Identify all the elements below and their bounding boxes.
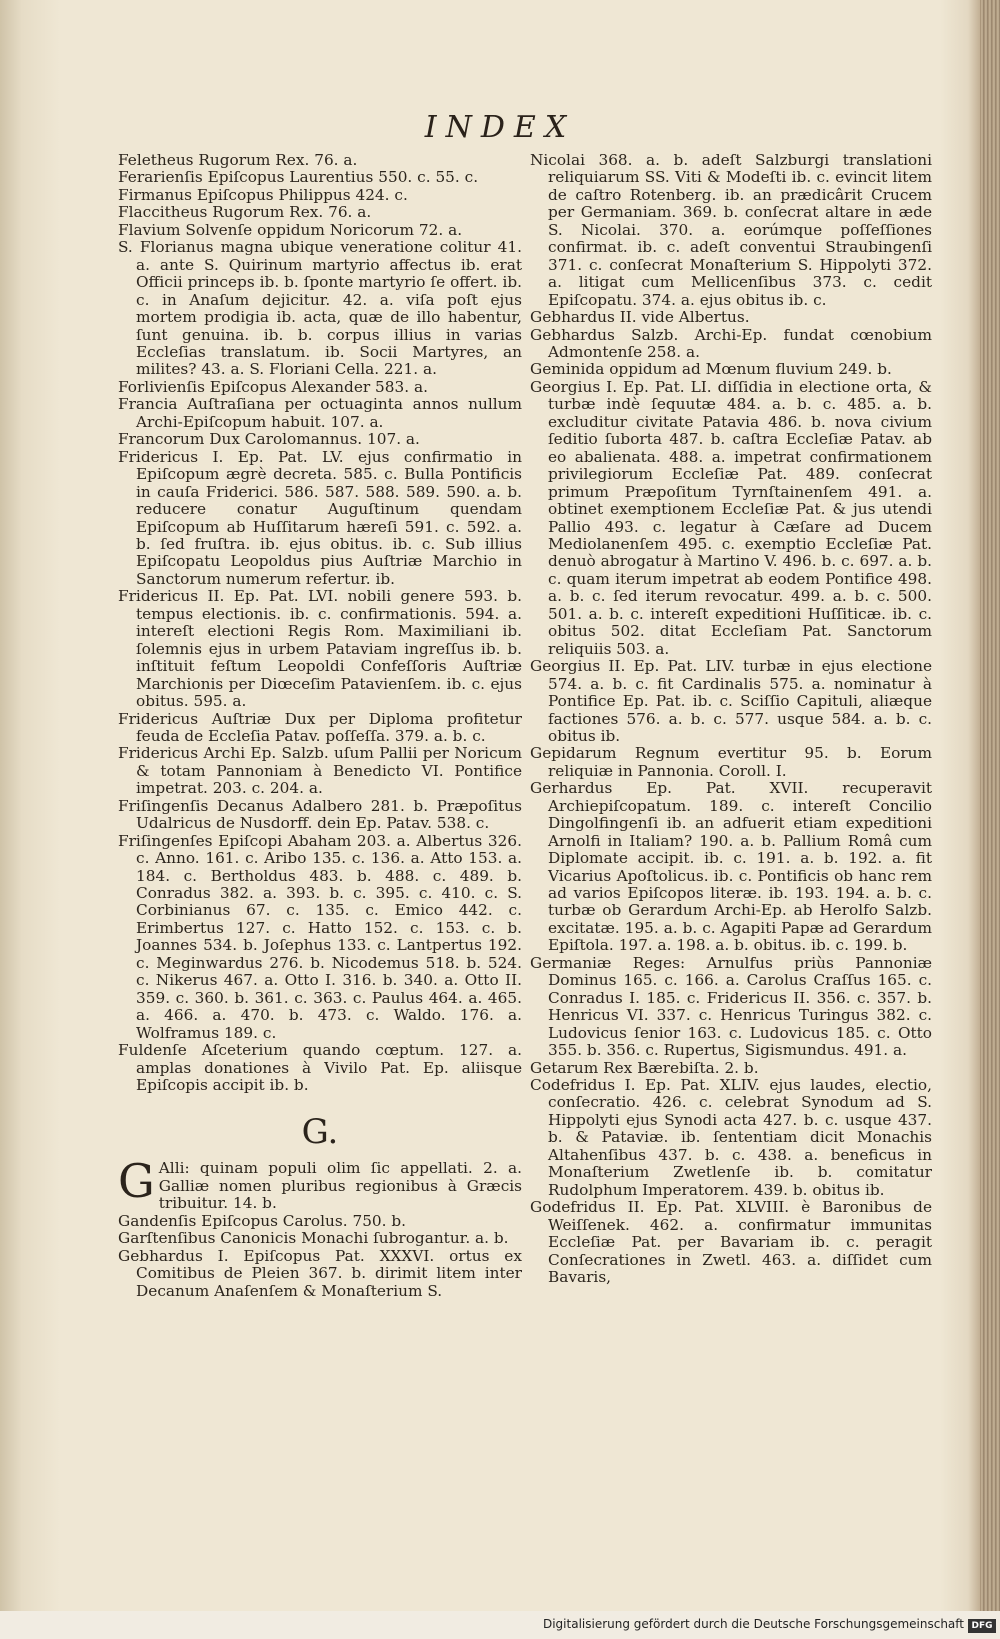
- dfg-logo: DFG: [968, 1619, 996, 1633]
- right-column: [530, 152, 932, 1286]
- index-entry: Francia Auſtraſiana per octuaginta annos nullum Archi-Epiſcopum habuit. 107. a.: [118, 395, 522, 431]
- index-entry-text: Alli: quinam populi olim ſic appellati. 2. a. Galliæ nomen pluribus regionibus à Græcis tribuitur. 14. b.: [158, 1159, 522, 1213]
- index-entry: Gandenſis Epiſcopus Carolus. 750. b.: [118, 1211, 407, 1230]
- footer-credit: Digitalisierung gefördert durch die Deutsche Forschungsgemeinschaft: [542, 1617, 964, 1631]
- g-entry-list: [118, 1213, 522, 1300]
- index-entry: Friſingenſes Epiſcopi Abaham 203. a. Albertus 326. c. Anno. 161. c. Aribo 135. c. 136. a. Atto 153. a. 184. c. Bertholdus 483. b. 488. c. 489. b. Conradus 382. a. 393. b. c. 395. c. 410. c. S. Corbinianus 67. c. 135. c. Emico 442. c. Erimbertus 127. c. Hatto 152. c. 153. c. b. Joannes 534. b. Joſephus 133. c. Lantpertus 192. c. Meginwardus 276. b. Nicodemus 518. b. 524. c. Nikerus 467. a. Otto I. 316. b. 340. a. Otto II. 359. c. 360. b. 361. c. 363. c. Paulus 464. a. 465. a. 466. a. 470. b. 473. c. Waldo. 176. a. Wolframus 189. c.: [118, 831, 522, 1042]
- index-entry: Georgius II. Ep. Pat. LIV. turbæ in ejus electione 574. a. b. c. fit Cardinalis 575. a. nominatur à Pontifice Ep. Pat. ib. c. Sciſſio Capituli, aliæque factiones 576. a. b. c. 577. usque 584. a. b. c. obitus ib.: [530, 657, 932, 745]
- index-entry: Fridericus II. Ep. Pat. LVI. nobili genere 593. b. tempus electionis. ib. c. confirmationis. 594. a. intereſt electioni Regis Rom. Maximiliani ib. ſolemnis ejus in urbem Pataviam ingreſſus ib. b. inſtituit feſtum Leopoldi Confeſſoris Auſtriæ Marchionis per Diœceſim Patavienſem. ib. c. ejus obitus. 595. a.: [118, 587, 522, 711]
- index-entry: Fridericus Archi Ep. Salzb. uſum Pallii per Noricum & totam Pannoniam à Benedicto VI. Pontifice impetrat. 203. c. 204. a.: [118, 744, 522, 798]
- index-entry: Nicolai 368. a. b. adeſt Salzburgi translationi reliquiarum SS. Viti & Modeſti ib. c. evincit litem de caſtro Rotenberg. ib. an prædicârit Crucem per Germaniam. 369. b. conſecrat altare in æde S. Nicolai. 370. a. eorúmque poſſeſſiones confirmat. ib. c. adeſt conventui Straubingenſi 371. c. conſecrat Monaſterium S. Hippolyti 372. a. litigat cum Mellicenſibus 373. c. cedit Epiſcopatu. 374. a. ejus obitus ib. c.: [530, 151, 932, 309]
- right-entry-list: [530, 152, 932, 1286]
- index-entry: Forlivienſis Epiſcopus Alexander 583. a.: [118, 377, 428, 396]
- section-heading: G.: [301, 1112, 339, 1153]
- index-entry: Gerhardus Ep. Pat. XVII. recuperavit Archiepiſcopatum. 189. c. intereſt Concilio Dingolfingenſi ib. an adfuerit etiam expeditioni Arnolfi in Italiam? 190. a. b. Pallium Româ cum Diplomate accipit. ib. c. 191. a. b. 192. a. fit Vicarius Apoſtolicus. ib. c. Pontificis ob hanc rem ad varios Epiſcopos literæ. ib. 193. 194. a. b. c. turbæ ob Gerardum Archi-Ep. ab Herolfo Salzb. excitatæ. 195. a. b. c. Agapiti Papæ ad Gerardum Epiſtola. 197. a. 198. a. b. obitus. ib. c. 199. b.: [530, 779, 932, 955]
- drop-cap: G: [118, 1154, 155, 1209]
- index-entry: Gepidarum Regnum evertitur 95. b. Eorum reliquiæ in Pannonia. Coroll. I.: [530, 744, 932, 780]
- digitization-footer: [0, 1611, 1000, 1639]
- index-entry: Garſtenſibus Canonicis Monachi ſubrogantur. a. b.: [118, 1229, 509, 1248]
- page-edge: [980, 0, 1000, 1639]
- index-entry: Fuldenſe Aſceterium quando cœptum. 127. a. amplas donationes à Vivilo Pat. Ep. aliisque Epiſcopis accipit ib. b.: [118, 1041, 522, 1095]
- index-entry: Geminida oppidum ad Mœnum fluvium 249. b.: [530, 360, 892, 379]
- index-entry: S. Florianus magna ubique veneratione colitur 41. a. ante S. Quirinum martyrio affectus ib. erat Officii princeps ib. b. ſponte martyrio ſe offert. ib. c. in Anaſum dejicitur. 42. a. viſa poſt ejus mortem prodigia ib. acta, quæ de illo habentur, ſunt genuina. ib. b. corpus illius in varias Eccleſias translatum. ib. Socii Martyres, an milites? 43. a. S. Floriani Cella. 221. a.: [118, 238, 522, 379]
- index-entry: [118, 1154, 522, 1213]
- index-entry: Gebhardus I. Epiſcopus Pat. XXXVI. ortus ex Comitibus de Pleien 367. b. dirimit litem inter Decanum Anaſenſem & Monaſterium S.: [118, 1246, 522, 1300]
- index-entry: Codefridus I. Ep. Pat. XLIV. ejus laudes, electio, conſecratio. 426. c. celebrat Synodum ad S. Hippolyti ejus Synodi acta 427. b. c. usque 437. b. & Pataviæ. ib. ſententiam dicit Monachis Altahenſibus 437. b. c. 438. a. beneficus in Monaſterium Zwetlenſe ib. b. comitatur Rudolphum Imperatorem. 439. b. obitus ib.: [530, 1076, 932, 1199]
- index-entry: Gebhardus Salzb. Archi-Ep. fundat cœnobium Admontenſe 258. a.: [530, 325, 932, 361]
- index-entry: Flaccitheus Rugorum Rex. 76. a.: [118, 203, 372, 222]
- page-title: INDEX: [424, 110, 576, 145]
- index-entry: Friſingenſis Decanus Adalbero 281. b. Præpoſitus Udalricus de Nusdorff. dein Ep. Patav. 538. c.: [118, 796, 522, 833]
- index-entry: Getarum Rex Bærebiſta. 2. b.: [530, 1058, 759, 1077]
- index-entry: Georgius I. Ep. Pat. LI. diſſidia in electione orta, & turbæ indè ſequutæ 484. a. b. c. 485. a. b. excluditur civitate Patavia 486. b. nova civium ſeditio ſuborta 487. b. caſtra Eccleſiæ Patav. ab eo abalienata. 488. a. impetrat confirmationem privilegiorum Eccleſiæ Pat. 489. conſecrat primum Præpoſitum Tyrnſtainenſem 491. a. obtinet exemptionem Eccleſiæ Pat. & jus utendi Pallio 493. c. legatur à Cæſare ad Ducem Mediolanenſem 495. c. exemptio Eccleſiæ Pat. denuò abrogatur à Martino V. 496. b. c. 697. a. b. c. quam iterum impetrat ab eodem Pontifice 498. a. b. c. ſed iterum revocatur. 499. a. b. c. 500. 501. a. b. c. intereſt expeditioni Huſſiticæ. ib. c. obitus 502. ditat Eccleſiam Pat. Sanctorum reliquiis 503. a.: [530, 377, 932, 658]
- index-entry: Francorum Dux Carolomannus. 107. a.: [118, 430, 420, 449]
- index-entry: Fridericus I. Ep. Pat. LV. ejus confirmatio in Epiſcopum ægrè decreta. 585. c. Bulla Pontificis in cauſa Friderici. 586. 587. 588. 589. 590. a. b. reducere conatur Auguſtinum quendam Epiſcopum ab Huſſitarum hæreſi 591. c. 592. a. b. ſed fruſtra. ib. ejus obitus. ib. c. Sub illius Epiſcopatu Leopoldus pius Auſtriæ Marchio in Sanctorum numerum refertur. ib.: [118, 447, 522, 588]
- index-entry: Godefridus II. Ep. Pat. XLVIII. è Baronibus de Weiſſenek. 462. a. confirmatur immunitas Eccleſiæ Pat. per Bavariam ib. c. peragit Conſecrationes in Zwetl. 463. a. diſſidet cum Bavaris,: [530, 1198, 932, 1286]
- index-entry: Ferarienſis Epiſcopus Laurentius 550. c. 55. c.: [118, 168, 479, 187]
- left-entry-list: [118, 152, 522, 1094]
- left-column: [118, 152, 522, 1300]
- index-entry: Flavium Solvenſe oppidum Noricorum 72. a.: [118, 220, 463, 239]
- index-entry: Feletheus Rugorum Rex. 76. a.: [118, 151, 358, 169]
- index-entry: Germaniæ Reges: Arnulfus priùs Pannoniæ Dominus 165. c. 166. a. Carolus Craſſus 165. c. Conradus I. 185. c. Fridericus II. 356. c. 357. b. Henricus VI. 337. c. Henricus Turingus 382. c. Ludovicus ſenior 163. c. Ludovicus 185. c. Otto 355. b. 356. c. Rupertus, Sigismundus. 491. a.: [530, 953, 932, 1060]
- index-entry: Firmanus Epiſcopus Philippus 424. c.: [118, 185, 408, 204]
- index-entry: Gebhardus II. vide Albertus.: [530, 308, 750, 327]
- index-entry: Fridericus Auſtriæ Dux per Diploma profitetur feuda de Eccleſia Patav. poſſeſſa. 379. a. b. c.: [118, 709, 522, 745]
